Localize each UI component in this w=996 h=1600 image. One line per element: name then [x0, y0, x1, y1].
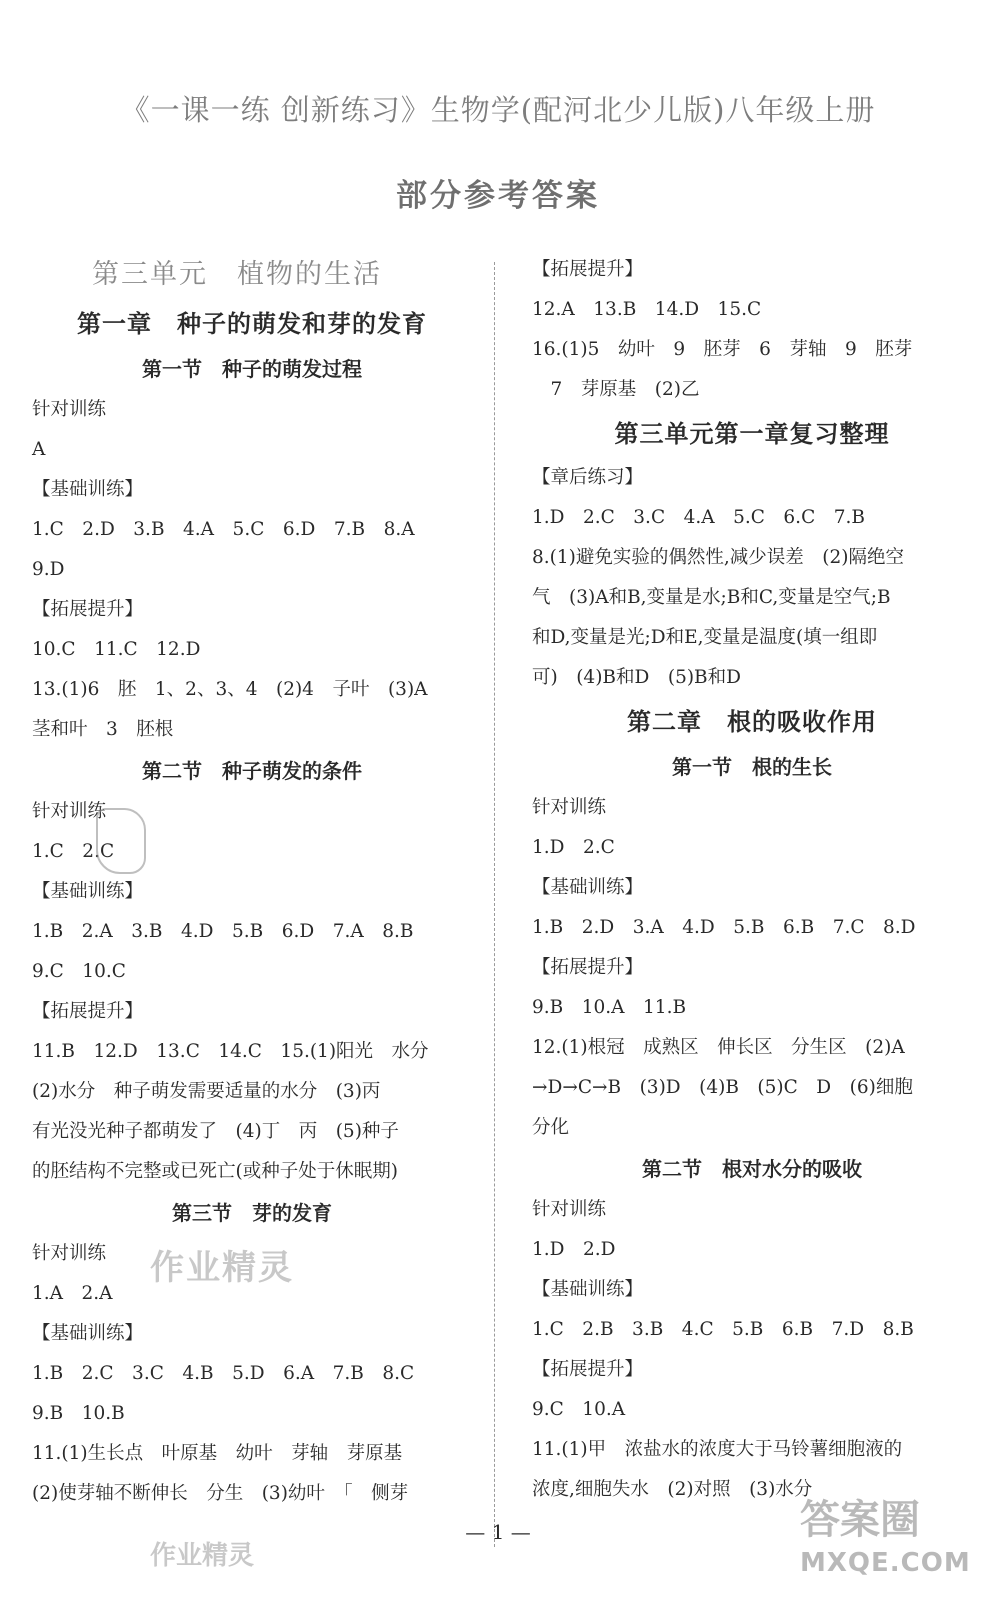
answer-line: 【章后练习】 [532, 467, 644, 488]
answer-line: 1.B 2.A 3.B 4.D 5.B 6.D 7.A 8.B [32, 921, 414, 942]
answer-line: 【基础训练】 [32, 1323, 144, 1344]
chapter-heading: 第三单元第一章复习整理 [614, 419, 890, 448]
section-heading: 第一节 根的生长 [672, 755, 832, 779]
page-number: — 1 — [465, 1520, 531, 1544]
answer-line: →D→C→B (3)D (4)B (5)C D (6)细胞 [532, 1077, 913, 1098]
left-column [32, 250, 472, 1514]
answer-line: 【拓展提升】 [532, 1359, 644, 1380]
answer-line: 针对训练 [32, 1243, 107, 1264]
answer-line: 【基础训练】 [32, 479, 144, 500]
section-heading: 第三节 芽的发育 [172, 1201, 332, 1225]
answer-line: 的胚结构不完整或已死亡(或种子处于休眠期) [32, 1161, 398, 1182]
section-heading: 第一节 种子的萌发过程 [142, 357, 362, 381]
answer-line: 针对训练 [32, 399, 107, 420]
watermark-text: 作业精灵 [150, 1541, 255, 1571]
answer-line: 9.C 10.A [532, 1399, 626, 1420]
answer-line: (2)水分 种子萌发需要适量的水分 (3)丙 [32, 1081, 381, 1102]
answer-line: 针对训练 [32, 801, 107, 822]
answer-line: 1.C 2.B 3.B 4.C 5.B 6.B 7.D 8.B [532, 1319, 914, 1340]
watermark-url: MXQE.COM [800, 1548, 971, 1578]
answer-line: 1.D 2.C 3.C 4.A 5.C 6.C 7.B [532, 507, 865, 528]
answer-line: 茎和叶 3 胚根 [32, 719, 174, 740]
chapter-heading: 第一章 种子的萌发和芽的发育 [77, 309, 427, 338]
answer-line: 1.D 2.C [532, 837, 615, 858]
answer-line: 【基础训练】 [532, 877, 644, 898]
stamp-mark [96, 808, 146, 874]
answer-line: 9.B 10.B [32, 1403, 125, 1424]
column-divider [494, 262, 495, 1547]
section-heading: 第二节 种子萌发的条件 [142, 759, 362, 783]
answer-line: 针对训练 [532, 797, 607, 818]
answer-line: 【拓展提升】 [32, 599, 144, 620]
answer-line: 7 芽原基 (2)乙 [532, 379, 700, 400]
answer-line: 12.A 13.B 14.D 15.C [532, 299, 762, 320]
watermark-text: 作业精灵 [150, 1248, 294, 1288]
answer-line: 有光没光种子都萌发了 (4)丁 丙 (5)种子 [32, 1121, 399, 1142]
answer-line: A [32, 439, 46, 460]
answer-line: 【拓展提升】 [532, 957, 644, 978]
answer-line: 13.(1)6 胚 1、2、3、4 (2)4 子叶 (3)A [32, 679, 428, 700]
unit-heading: 第三单元 植物的生活 [92, 259, 382, 290]
answer-line: 浓度,细胞失水 (2)对照 (3)水分 [532, 1479, 813, 1500]
answer-line: 气 (3)A和B,变量是水;B和C,变量是空气;B [532, 587, 891, 608]
answer-line: 【拓展提升】 [532, 259, 644, 280]
answer-line: 9.D [32, 559, 65, 580]
answer-line: 8.(1)避免实验的偶然性,减少误差 (2)隔绝空 [532, 547, 904, 568]
answer-line: 可) (4)B和D (5)B和D [532, 667, 741, 688]
answer-line: 分化 [532, 1117, 570, 1138]
answer-line: 9.B 10.A 11.B [532, 997, 687, 1018]
answer-line: 1.C 2.D 3.B 4.A 5.C 6.D 7.B 8.A [32, 519, 415, 540]
answer-line: 12.(1)根冠 成熟区 伸长区 分生区 (2)A [532, 1037, 905, 1058]
answer-line: 1.D 2.D [532, 1239, 616, 1260]
section-heading: 第二节 根对水分的吸收 [642, 1157, 862, 1181]
answer-line: 【基础训练】 [532, 1279, 644, 1300]
answer-line: 1.A 2.A [32, 1283, 113, 1304]
right-column [532, 250, 972, 1510]
watermark-logo: 答案圈 [800, 1497, 920, 1543]
answer-line: 10.C 11.C 12.D [32, 639, 201, 660]
answer-line: 11.B 12.D 13.C 14.C 15.(1)阳光 水分 [32, 1041, 429, 1062]
answer-title: 部分参考答案 [396, 178, 600, 214]
answer-line: 9.C 10.C [32, 961, 126, 982]
answer-line: (2)使芽轴不断伸长 分生 (3)幼叶 「 侧芽 [32, 1483, 409, 1504]
answer-line: 针对训练 [532, 1199, 607, 1220]
answer-line: 11.(1)甲 浓盐水的浓度大于马铃薯细胞液的 [532, 1439, 903, 1460]
answer-line: 和D,变量是光;D和E,变量是温度(填一组即 [532, 627, 878, 648]
chapter-heading: 第二章 根的吸收作用 [627, 707, 877, 736]
answer-line: 16.(1)5 幼叶 9 胚芽 6 芽轴 9 胚芽 [532, 339, 913, 360]
answer-line: 【拓展提升】 [32, 1001, 144, 1022]
answer-line: 1.C 2.C [32, 841, 115, 862]
answer-line: 【基础训练】 [32, 881, 144, 902]
answer-line: 11.(1)生长点 叶原基 幼叶 芽轴 芽原基 [32, 1443, 403, 1464]
book-title: 《一课一练 创新练习》生物学(配河北少儿版)八年级上册 [120, 93, 876, 127]
answer-line: 1.B 2.C 3.C 4.B 5.D 6.A 7.B 8.C [32, 1363, 415, 1384]
answer-line: 1.B 2.D 3.A 4.D 5.B 6.B 7.C 8.D [532, 917, 916, 938]
